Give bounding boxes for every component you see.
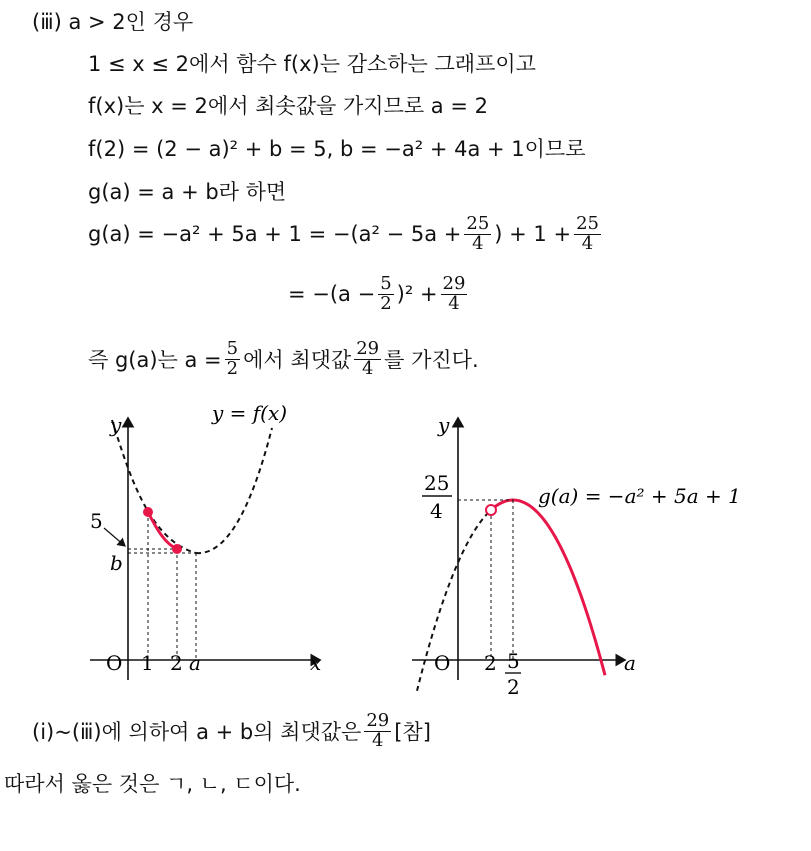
decreasing-segment (148, 512, 177, 549)
curve-label: y = f(x) (212, 401, 288, 425)
parabola-left (112, 420, 196, 553)
point-1 (143, 507, 153, 517)
tick-5-2-den: 2 (507, 675, 520, 699)
numerator: 5 (380, 273, 392, 294)
text-line: f(2) = (2 − a)² + b = 5, b = −a² + 4a + 1이므로 (88, 137, 586, 161)
text-line: f(x)는 x = 2에서 최솟값을 가지므로 a = 2 (88, 94, 488, 118)
tick-5-2-num: 5 (507, 649, 520, 673)
denominator: 4 (372, 729, 384, 751)
eq-text: 즉 g(a)는 a = (88, 348, 222, 373)
numerator: 25 (466, 213, 490, 234)
text-line: 1 ≤ x ≤ 2에서 함수 f(x)는 감소하는 그래프이고 (88, 52, 536, 76)
open-point (486, 505, 496, 515)
denominator: 4 (361, 357, 374, 379)
eq-text: (ⅰ)~(ⅲ)에 의하여 a + b의 최댓값은 (32, 720, 362, 745)
denominator: 4 (581, 232, 594, 254)
summary-line (32, 712, 431, 751)
tick-2: 2 (170, 651, 183, 675)
numerator: 25 (576, 213, 599, 234)
denominator: 2 (226, 357, 239, 379)
point-2 (172, 544, 182, 554)
verdict: [참] (394, 720, 431, 745)
tick-a: a (189, 651, 201, 675)
graph-f (90, 401, 321, 680)
fraction (364, 712, 391, 751)
max-num: 25 (424, 471, 450, 495)
tick-2: 2 (484, 651, 497, 675)
numerator: 5 (226, 338, 239, 359)
curve-label: g(a) = −a² + 5a + 1 (538, 484, 741, 508)
y-label: y (438, 413, 450, 437)
max-den: 4 (430, 499, 443, 523)
label-5: 5 (90, 509, 103, 533)
eq-text: ) + 1 + (494, 222, 572, 247)
denominator: 2 (380, 292, 392, 314)
tick-1: 1 (141, 651, 154, 675)
origin-label: O (106, 651, 123, 675)
eq-text: 에서 최댓값 (243, 348, 352, 373)
arrow (104, 528, 125, 546)
eq-text: = −(a − (288, 282, 376, 307)
numerator: 29 (356, 338, 380, 359)
numerator: 29 (366, 710, 390, 731)
graph-g (412, 413, 741, 699)
case-heading: (ⅲ) a > 2인 경우 (32, 10, 194, 34)
x-label: x (310, 651, 322, 675)
denominator: 4 (448, 292, 460, 314)
eq-text: )² + (396, 282, 438, 307)
eq-text: 를 가진다. (384, 348, 479, 373)
y-label: y (110, 413, 122, 437)
guide-lines (458, 500, 513, 660)
eq-text: g(a) = −a² + 5a + 1 = −(a² − 5a + (88, 222, 462, 247)
parabola-dashed (417, 510, 491, 691)
text-line: g(a) = a + b라 하면 (88, 180, 287, 204)
parabola-right (196, 428, 272, 553)
final-answer: 따라서 옳은 것은 ㄱ, ㄴ, ㄷ이다. (4, 772, 301, 796)
label-b: b (110, 551, 123, 575)
origin-label: O (434, 651, 451, 675)
numerator: 29 (442, 273, 466, 294)
x-label: a (624, 651, 636, 675)
denominator: 4 (472, 232, 484, 254)
